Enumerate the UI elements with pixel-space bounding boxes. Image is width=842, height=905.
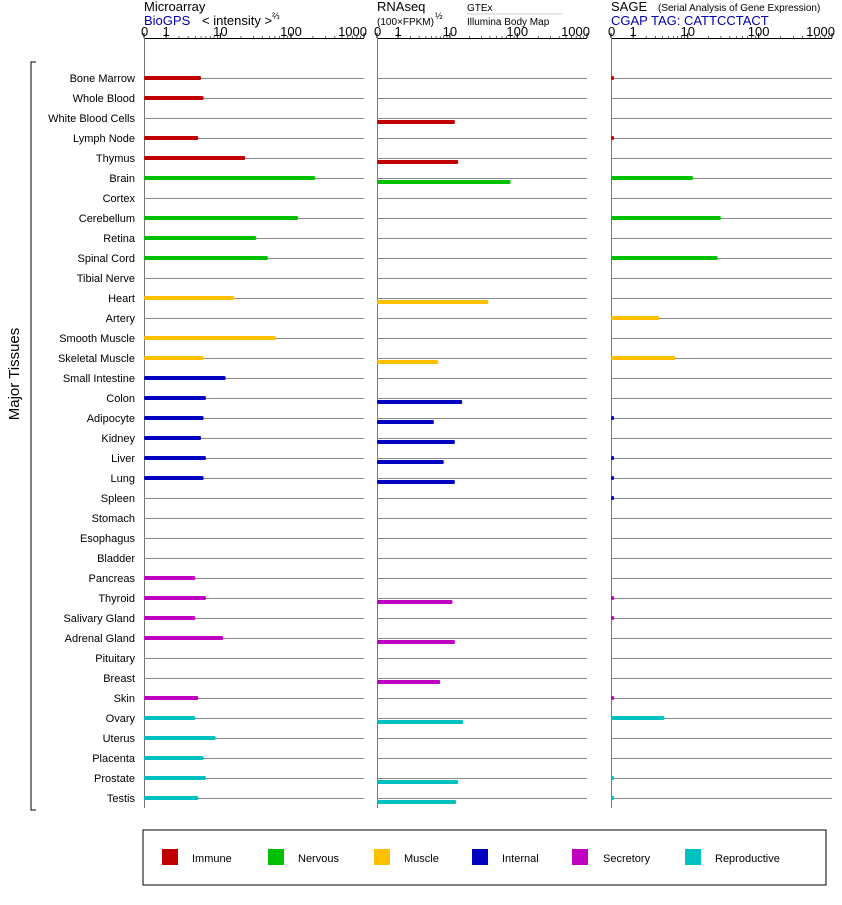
tissue-label: Prostate bbox=[94, 773, 135, 785]
panel-source: CGAP TAG: CATTCCTACT bbox=[611, 13, 769, 28]
tissue-label: Whole Blood bbox=[72, 93, 135, 105]
bar bbox=[144, 776, 206, 780]
bar bbox=[611, 596, 614, 600]
bar bbox=[611, 616, 614, 620]
bar bbox=[611, 796, 614, 800]
tissue-row bbox=[78, 253, 832, 265]
bar bbox=[611, 476, 614, 480]
tissue-label: Bladder bbox=[97, 553, 135, 565]
bar bbox=[144, 296, 234, 300]
tissue-label: Adrenal Gland bbox=[64, 633, 135, 645]
bar bbox=[144, 96, 204, 100]
tissue-label: Esophagus bbox=[79, 533, 135, 545]
tissue-row bbox=[95, 653, 832, 665]
tissue-row bbox=[92, 753, 832, 765]
tissue-label: Brain bbox=[109, 173, 135, 185]
legend-swatch bbox=[374, 849, 390, 865]
panel-title: SAGE bbox=[611, 0, 648, 14]
panel-subtitle: (Serial Analysis of Gene Expression) bbox=[658, 3, 821, 14]
tissue-label: Pancreas bbox=[88, 573, 135, 585]
tissue-row bbox=[103, 233, 832, 245]
tissue-label: Testis bbox=[106, 793, 135, 805]
tissue-label: Adipocyte bbox=[86, 413, 135, 425]
tissue-label: Small Intestine bbox=[62, 373, 135, 385]
legend-label: Nervous bbox=[298, 853, 339, 865]
x-tick-label: 1000 bbox=[806, 24, 835, 39]
tissue-label: Lymph Node bbox=[73, 133, 135, 145]
y-axis-label: Major Tissues bbox=[6, 327, 23, 421]
tissue-row bbox=[79, 213, 832, 225]
tissue-row bbox=[77, 273, 832, 285]
tissue-label: Thymus bbox=[95, 153, 135, 165]
tissue-row bbox=[73, 93, 832, 105]
tissue-label: Thyroid bbox=[98, 593, 135, 605]
panel-title: RNAseq bbox=[377, 0, 426, 14]
tissue-row bbox=[58, 353, 832, 365]
legend-label: Secretory bbox=[603, 853, 651, 865]
panel-source: BioGPS bbox=[144, 13, 191, 28]
tissue-row bbox=[96, 153, 832, 165]
legend-label: Immune bbox=[192, 853, 232, 865]
panel-scale-exponent: ½ bbox=[435, 11, 443, 21]
bar bbox=[377, 480, 455, 484]
tissue-row bbox=[111, 473, 832, 485]
legend-swatch bbox=[162, 849, 178, 865]
bar bbox=[144, 396, 206, 400]
bar bbox=[377, 180, 511, 184]
bar bbox=[144, 696, 198, 700]
bar bbox=[611, 696, 614, 700]
bar bbox=[611, 716, 664, 720]
x-tick-label: 0 bbox=[141, 24, 149, 39]
tissue-row bbox=[107, 793, 832, 805]
bar bbox=[377, 720, 463, 724]
tissue-row bbox=[92, 513, 832, 525]
tissue-row bbox=[111, 453, 832, 465]
x-tick-label: 100 bbox=[747, 24, 770, 39]
tissue-row bbox=[106, 713, 832, 725]
bar bbox=[144, 216, 298, 220]
bar bbox=[377, 680, 440, 684]
bar bbox=[144, 236, 256, 240]
tissue-label: Pituitary bbox=[95, 653, 135, 665]
panels-layer bbox=[141, 0, 835, 808]
tissue-row bbox=[114, 693, 832, 705]
tissue-row bbox=[65, 633, 832, 645]
bar bbox=[377, 600, 453, 604]
bar bbox=[377, 780, 458, 784]
bar bbox=[377, 800, 456, 804]
tissue-label: Skeletal Muscle bbox=[57, 353, 135, 365]
x-tick-label: 1000 bbox=[338, 24, 367, 39]
tissue-row bbox=[73, 133, 832, 145]
bar bbox=[144, 416, 204, 420]
legend bbox=[143, 830, 826, 885]
bar bbox=[144, 376, 226, 380]
rows-layer bbox=[6, 62, 832, 810]
legend-label: Internal bbox=[502, 853, 539, 865]
tissue-label: Spinal Cord bbox=[77, 253, 135, 265]
bar bbox=[377, 420, 434, 424]
tissue-label: Heart bbox=[108, 293, 135, 305]
tissue-label: Placenta bbox=[92, 753, 135, 765]
x-tick-label: 1 bbox=[162, 24, 170, 39]
tissue-label: Cerebellum bbox=[78, 213, 135, 225]
bar bbox=[144, 436, 201, 440]
legend-swatch bbox=[268, 849, 284, 865]
tissue-row bbox=[97, 553, 832, 565]
x-tick-label: 100 bbox=[280, 24, 302, 39]
x-tick-label: 1 bbox=[394, 24, 402, 39]
bar bbox=[377, 360, 438, 364]
x-tick-label: 1 bbox=[629, 24, 637, 39]
tissue-row bbox=[94, 773, 832, 785]
bar bbox=[611, 216, 721, 220]
bar bbox=[144, 576, 195, 580]
bar bbox=[377, 440, 455, 444]
tissue-row bbox=[101, 493, 832, 505]
tissue-label: Artery bbox=[105, 313, 135, 325]
tissue-label: Lung bbox=[110, 473, 135, 485]
bar bbox=[611, 136, 614, 140]
tissue-row bbox=[101, 433, 832, 445]
bar bbox=[144, 736, 216, 740]
tissue-label: Colon bbox=[106, 393, 135, 405]
x-tick-label: 10 bbox=[680, 24, 695, 39]
tissue-row bbox=[89, 573, 832, 585]
legend-label: Muscle bbox=[404, 853, 439, 865]
bar bbox=[144, 796, 198, 800]
bar bbox=[611, 776, 614, 780]
tissue-label: Ovary bbox=[105, 713, 135, 725]
bar bbox=[144, 716, 195, 720]
tissue-label: Smooth Muscle bbox=[59, 333, 135, 345]
tissue-label: Retina bbox=[103, 233, 135, 245]
legend-swatch bbox=[472, 849, 488, 865]
panel-1 bbox=[141, 0, 367, 808]
x-tick-label: 1000 bbox=[561, 24, 590, 39]
tissue-label: Stomach bbox=[91, 513, 135, 525]
tissue-label: Breast bbox=[103, 673, 135, 685]
bar bbox=[144, 176, 315, 180]
bar bbox=[611, 256, 718, 260]
panel-title: Microarray bbox=[144, 0, 206, 14]
bar bbox=[144, 636, 223, 640]
bar bbox=[611, 496, 614, 500]
bar bbox=[144, 476, 204, 480]
tissue-row bbox=[106, 313, 832, 325]
panel-3 bbox=[608, 0, 835, 808]
tissue-label: Tibial Nerve bbox=[76, 273, 135, 285]
x-tick-label: 10 bbox=[442, 24, 458, 39]
bar bbox=[144, 256, 268, 260]
bar bbox=[144, 356, 204, 360]
bar bbox=[144, 756, 204, 760]
legend-swatch bbox=[685, 849, 701, 865]
bar bbox=[144, 136, 198, 140]
tissue-row bbox=[63, 613, 832, 625]
bar bbox=[377, 640, 455, 644]
bar bbox=[377, 300, 488, 304]
tissue-row bbox=[63, 373, 832, 385]
tissue-row bbox=[87, 413, 832, 425]
bar bbox=[144, 456, 206, 460]
bar bbox=[611, 416, 614, 420]
tissue-row bbox=[108, 293, 832, 305]
tissue-label: White Blood Cells bbox=[48, 113, 135, 125]
x-tick-label: 0 bbox=[608, 24, 616, 39]
tissue-label: Spleen bbox=[100, 493, 135, 505]
tissue-label: Cortex bbox=[102, 193, 135, 205]
x-tick-label: 0 bbox=[374, 24, 382, 39]
bar bbox=[377, 400, 462, 404]
bar bbox=[144, 616, 195, 620]
legend-swatch bbox=[572, 849, 588, 865]
tissue-label: Skin bbox=[113, 693, 135, 705]
panel-scale-exponent: ⅔ bbox=[272, 11, 280, 21]
tissue-label: Liver bbox=[111, 453, 135, 465]
bar bbox=[377, 120, 455, 124]
tissue-row bbox=[80, 533, 832, 545]
x-tick-label: 10 bbox=[213, 24, 228, 39]
legend-label: Reproductive bbox=[715, 853, 780, 865]
tissue-bracket bbox=[31, 62, 36, 810]
tissue-label: Salivary Gland bbox=[63, 613, 135, 625]
panel-scale-label: (100×FPKM) bbox=[377, 17, 434, 28]
tissue-label: Kidney bbox=[101, 433, 135, 445]
x-tick-label: 100 bbox=[506, 24, 529, 39]
bar bbox=[611, 356, 675, 360]
bar bbox=[144, 156, 245, 160]
bar bbox=[144, 336, 276, 340]
tissue-row bbox=[103, 673, 832, 685]
tissue-row bbox=[106, 393, 832, 405]
tissue-row bbox=[98, 593, 832, 605]
tissue-row bbox=[48, 113, 832, 125]
bar bbox=[144, 596, 206, 600]
tissue-row bbox=[109, 173, 832, 185]
bar bbox=[611, 176, 693, 180]
bar bbox=[611, 316, 659, 320]
tissue-label: Bone Marrow bbox=[69, 73, 135, 85]
bar bbox=[611, 76, 614, 80]
tissue-row bbox=[59, 333, 832, 345]
panel-scale-label: < intensity > bbox=[202, 13, 273, 28]
bar bbox=[144, 76, 201, 80]
bar bbox=[377, 460, 444, 464]
panel-source-2: Illumina Body Map bbox=[467, 17, 550, 28]
tissue-row bbox=[70, 73, 832, 85]
bar bbox=[377, 160, 458, 164]
tissue-row bbox=[103, 733, 832, 745]
panel-source: GTEx bbox=[467, 3, 493, 14]
bar bbox=[611, 456, 614, 460]
tissue-row bbox=[103, 193, 832, 205]
tissue-label: Uterus bbox=[102, 733, 135, 745]
